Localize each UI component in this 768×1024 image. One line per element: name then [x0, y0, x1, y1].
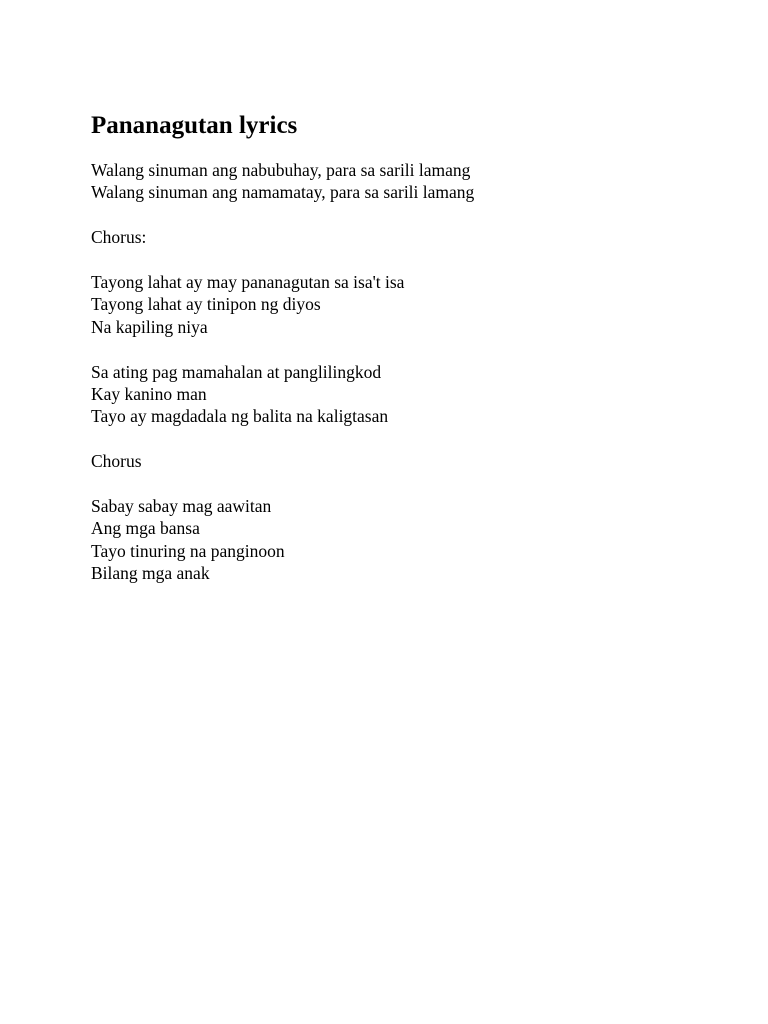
blank-line	[91, 204, 474, 226]
lyric-line: Sabay sabay mag aawitan	[91, 495, 272, 516]
lyric-line: Na kapiling niya	[91, 316, 208, 337]
lyric-line: Kay kanino man	[91, 383, 207, 404]
lyric-line: Tayo tinuring na panginoon	[91, 540, 285, 561]
document-title: Pananagutan lyrics	[91, 112, 298, 139]
blank-line	[91, 249, 474, 271]
lyric-line: Sa ating pag mamahalan at panglilingkod	[91, 361, 382, 382]
lyric-line: Tayong lahat ay may pananagutan sa isa't isa	[91, 271, 405, 292]
lyric-line: Tayong lahat ay tinipon ng diyos	[91, 294, 321, 315]
blank-line	[91, 472, 474, 494]
lyric-line: Bilang mga anak	[91, 563, 210, 584]
lyric-line: Walang sinuman ang namamatay, para sa sarili lamang	[91, 182, 475, 203]
lyric-line: Chorus:	[91, 227, 147, 248]
lyric-line: Tayo ay magdadala ng balita na kaligtasan	[91, 406, 389, 427]
blank-line	[91, 338, 474, 360]
lyric-line: Ang mga bansa	[91, 518, 200, 539]
blank-line	[91, 428, 474, 450]
lyric-line: Walang sinuman ang nabubuhay, para sa sarili lamang	[91, 160, 471, 180]
lyrics-body	[91, 159, 474, 584]
lyric-line: Chorus	[91, 451, 142, 472]
